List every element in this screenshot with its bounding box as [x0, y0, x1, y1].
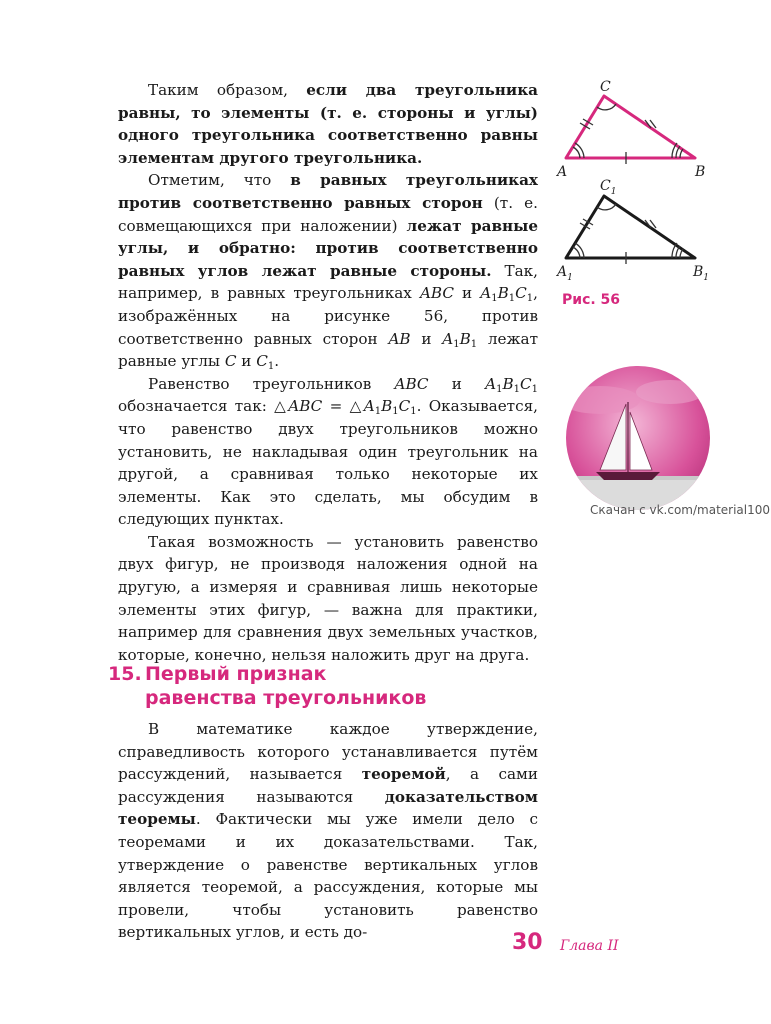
subscript: 1	[508, 293, 516, 305]
angle-arc	[573, 147, 580, 158]
section-title-line2: равенства треугольников	[145, 687, 427, 709]
math: C	[398, 397, 411, 416]
triangle-a1b1c1	[566, 196, 695, 258]
subscript: 1	[410, 406, 417, 418]
page-number: 30	[512, 930, 543, 955]
text-span: и	[410, 329, 443, 348]
section-title-line1: Первый признак	[145, 663, 327, 685]
label-letter: B	[693, 264, 704, 280]
text-span: Таким образом,	[148, 81, 307, 99]
math: A	[442, 329, 454, 348]
math: △ABC = △A	[274, 397, 375, 416]
subscript: 1	[374, 406, 382, 418]
subscript: 1	[531, 383, 538, 395]
text-span: Отметим, что	[148, 171, 291, 190]
text-span: . Оказывается, что равенство двух треугольников можно установить, не накладывая один треугольник на другой, а сравнивая только некоторые их элементы. Как это сделать, мы обсудим в следующих пунктах.	[118, 397, 539, 529]
text-span: обозначается так:	[118, 397, 275, 416]
bold-text: теоремой	[361, 765, 446, 784]
angle-arc	[573, 247, 580, 258]
text-span: В математике каждое утверждение, справедливость которого устанавливается путём рассуждений, называется	[118, 720, 538, 784]
label-subscript: 1	[703, 273, 710, 283]
sailboat-photo	[560, 360, 720, 520]
watermark: Скачан с vk.com/material100	[590, 503, 771, 517]
chapter-label: Глава II	[560, 938, 619, 954]
math: A	[485, 374, 497, 393]
bold-text: в равных треугольниках против соответственно равных сторон	[118, 171, 538, 212]
angle-arc	[676, 246, 680, 258]
subscript: 1	[496, 383, 503, 395]
text-span: (т. е. совмещающихся при наложении)	[118, 193, 538, 235]
math: B	[459, 329, 471, 348]
text-span: лежат равные углы	[118, 329, 538, 371]
label-letter: A	[557, 264, 568, 280]
label-letter: C	[600, 178, 611, 194]
text-span: . Фактически мы уже имели дело с теоремами и их доказательствами. Так, утверждение о равенстве вертикальных углов является теоремой, а рассуждения, которые мы провели, чтобы установить равенство вертикальных углов, и есть до-	[118, 810, 538, 942]
bold-text: если два треугольника равны, то элементы (т. е. стороны и углы) одного треугольника соответственно равны элементам другого треугольника.	[118, 81, 538, 167]
paragraph-4: Такая возможность — установить равенство двух фигур, не производя наложения одной на другую, а измеряя и сравнивая лишь некоторые элементы этих фигур, — важна для практики, например для сравнения двух земельных участков, которые, конечно, нельзя наложить друг на друга.	[118, 532, 538, 664]
text-span: и	[236, 352, 257, 371]
bold-text: доказательством теоремы	[118, 787, 538, 829]
label-B: B	[695, 164, 706, 180]
text-span: , изображённых на рисунке 56, против соответственно равных сторон	[118, 284, 538, 348]
subscript: 1	[513, 383, 520, 395]
label-subscript: 1	[567, 273, 573, 283]
subscript: 1	[392, 406, 399, 418]
text-span: и	[428, 374, 486, 393]
math: C	[256, 352, 268, 371]
subscript: 1	[491, 293, 498, 305]
label-C1	[600, 178, 616, 197]
label-B1	[692, 264, 709, 283]
text-span: и	[453, 284, 481, 303]
math: B	[502, 374, 514, 393]
math: B	[381, 397, 393, 416]
math: AB	[388, 329, 411, 348]
math: C	[520, 374, 532, 393]
math-abc: ABC	[419, 284, 454, 303]
label-subscript: 1	[610, 187, 617, 197]
section-number: 15.	[108, 663, 142, 685]
subscript: 1	[267, 361, 275, 373]
text-span: Равенство треугольников	[148, 374, 395, 393]
text-span: Так, например, в равных треугольниках	[118, 261, 538, 303]
text-span: .	[274, 352, 280, 371]
label-C: C	[600, 79, 611, 95]
subscript: 1	[453, 338, 460, 350]
label-A: A	[557, 164, 568, 180]
math: ABC	[394, 374, 429, 393]
subscript: 1	[526, 293, 534, 305]
math: C	[224, 352, 237, 371]
math: C	[515, 284, 527, 303]
text-span: , а сами рассуждения называются	[118, 765, 538, 806]
label-A1	[555, 264, 573, 283]
triangle-abc	[566, 96, 695, 158]
bold-text: лежат равные углы, и обратно: против соответственно равных углов лежат равные стороны.	[118, 216, 539, 280]
subscript: 1	[470, 338, 478, 350]
math: B	[497, 284, 509, 303]
angle-arc	[676, 146, 680, 158]
figure-caption: Рис. 56	[562, 292, 621, 308]
math: A	[480, 284, 492, 303]
